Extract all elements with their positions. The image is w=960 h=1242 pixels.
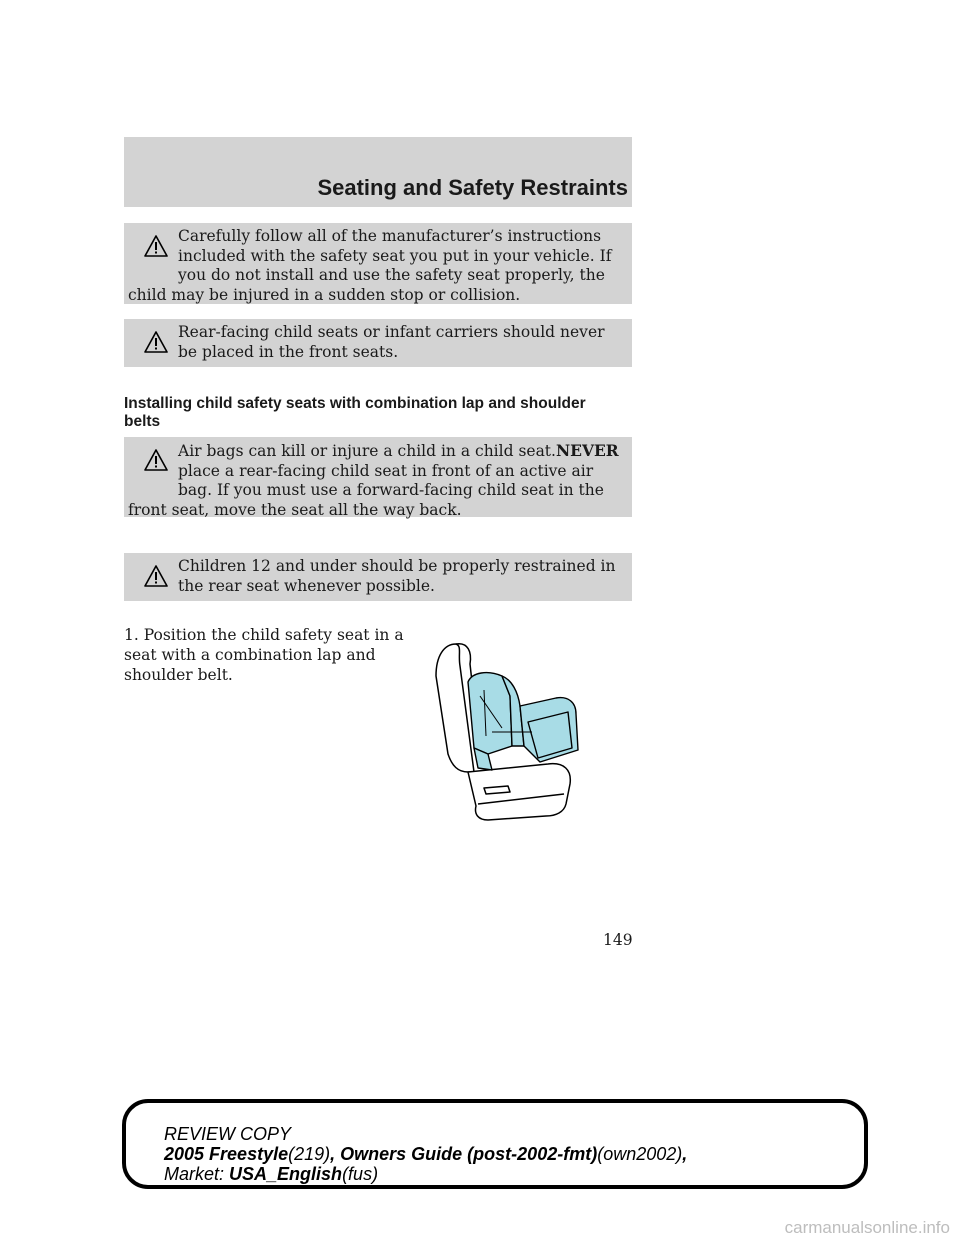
warning-triangle-icon [128, 449, 174, 483]
warning-triangle-icon [128, 331, 174, 365]
warning-triangle-icon [128, 235, 174, 269]
page-number: 149 [603, 931, 633, 949]
footer-line-1: REVIEW COPY [164, 1124, 292, 1144]
warning-box [124, 437, 632, 517]
warning-text-after: place a rear-facing child seat in front of an active air bag. If you must use a forward-facing child seat in the front seat, move the seat all the way back. [128, 461, 604, 519]
warning-text-before: Air bags can kill or injure a child in a child seat. [178, 442, 556, 460]
review-footer-text [164, 1124, 844, 1184]
child-seat-illustration [428, 636, 588, 824]
warning-text: Carefully follow all of the manufacturer’s instructions included with the safety seat you put in your vehicle. If you do not install and use the safety seat properly, the child may be injured in a sudden stop or collision. [128, 227, 612, 304]
warning-box [124, 553, 632, 601]
watermark: carmanualsonline.info [784, 1218, 950, 1237]
warning-triangle-icon [128, 565, 174, 599]
warning-text: Children 12 and under should be properly restrained in the rear seat whenever possible. [178, 557, 616, 595]
subheading: Installing child safety seats with combination lap and shoulder belts [124, 395, 586, 430]
section-title: Seating and Safety Restraints [317, 175, 628, 200]
warning-box [124, 223, 632, 304]
footer-line-2: 2005 Freestyle(219), Owners Guide (post-2002-fmt)(own2002), [164, 1144, 688, 1164]
warning-text: Rear-facing child seats or infant carriers should never be placed in the front seats. [178, 323, 605, 361]
warning-box [124, 319, 632, 367]
step-1-text: 1. Position the child safety seat in a seat with a combination lap and shoulder belt. [124, 626, 404, 684]
footer-line-3: Market: USA_English(fus) [164, 1164, 379, 1184]
warning-emphasis: NEVER [555, 441, 619, 460]
section-header-band [124, 137, 632, 207]
